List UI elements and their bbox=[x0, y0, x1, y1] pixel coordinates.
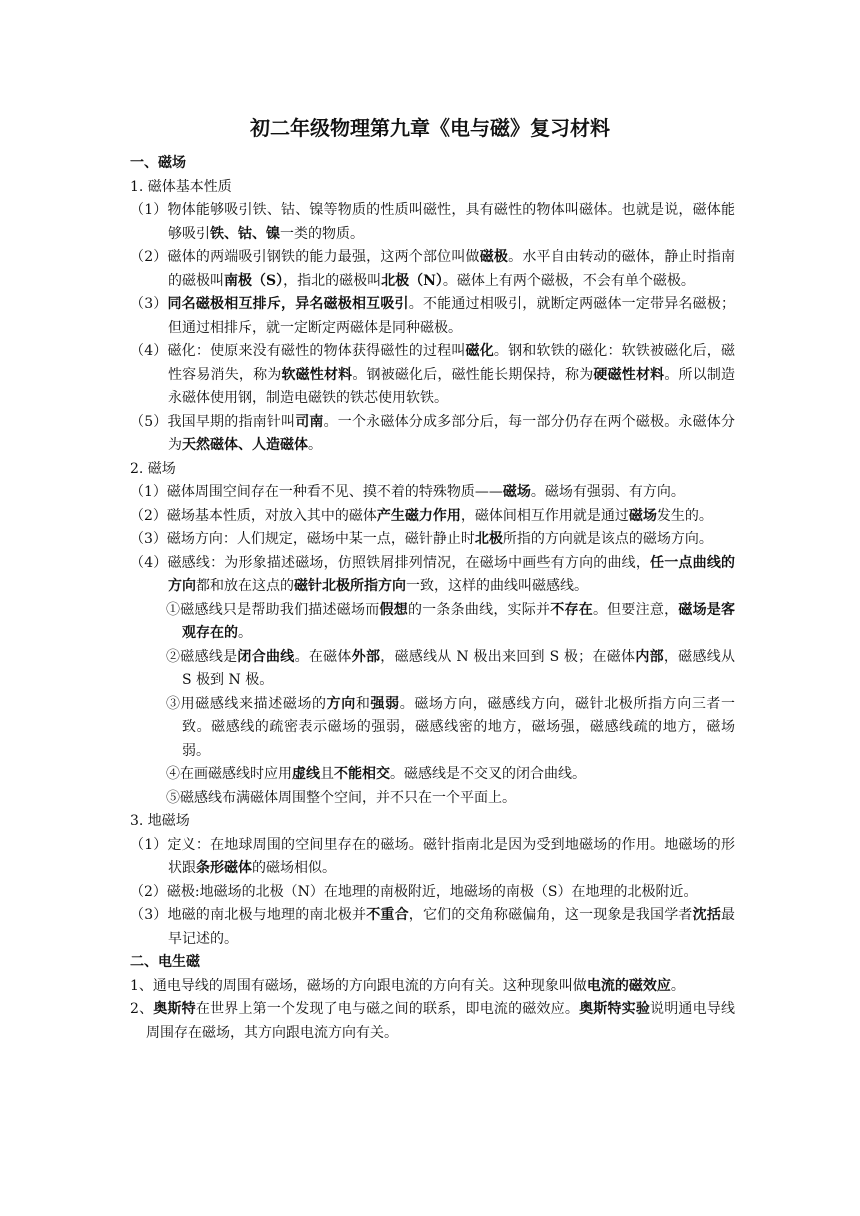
field-line-note-5: ⑤磁感线布满磁体周围整个空间，并不只在一个平面上。 bbox=[166, 789, 516, 806]
paragraph-1-1: （1）物体能够吸引铁、钴、镍等物质的性质叫磁性，具有磁性的物体叫磁体。也就是说，磁体能够吸引铁、钴、镍一类的物质。 bbox=[130, 202, 735, 242]
field-line-note-2: ②磁感线是闭合曲线。在磁体外部，磁感线从 N 极出来回到 S 极；在磁体内部，磁感线从 S 极到 N 极。 bbox=[166, 648, 736, 688]
paragraph-e-2: 2、奥斯特在世界上第一个发现了电与磁之间的联系，即电流的磁效应。奥斯特实验说明通电导线周围存在磁场，其方向跟电流方向有关。 bbox=[130, 1001, 736, 1041]
paragraph-1-4: （4）磁化：使原来没有磁性的物体获得磁性的过程叫磁化。钢和软铁的磁化：软铁被磁化后，磁性容易消失，称为软磁性材料。钢被磁化后，磁性能长期保持，称为硬磁性材料。所以制造永磁体使用钢，制造电磁铁的铁芯使用软铁。 bbox=[130, 343, 736, 406]
paragraph-e-1: 1、通电导线的周围有磁场，磁场的方向跟电流的方向有关。这种现象叫做电流的磁效应。 bbox=[130, 977, 685, 994]
subsection-heading-geomagnetic: 3. 地磁场 bbox=[130, 813, 190, 829]
section-heading-magnetic-field: 一、磁场 bbox=[130, 155, 186, 171]
paragraph-2-1: （1）磁体周围空间存在一种看不见、摸不着的特殊物质——磁场。磁场有强弱、有方向。 bbox=[130, 484, 685, 500]
paragraph-1-2: （2）磁体的两端吸引钢铁的能力最强，这两个部位叫做磁极。水平自由转动的磁体，静止时指南的磁极叫南极（S），指北的磁极叫北极（N）。磁体上有两个磁极，不会有单个磁极。 bbox=[130, 249, 736, 289]
field-line-note-4: ④在画磁感线时应用虚线且不能相交。磁感线是不交叉的闭合曲线。 bbox=[166, 766, 586, 782]
paragraph-1-5: （5）我国早期的指南针叫司南。一个永磁体分成多部分后，每一部分仍存在两个磁极。永磁体分为天然磁体、人造磁体。 bbox=[130, 413, 735, 453]
paragraph-2-2: （2）磁场基本性质，对放入其中的磁体产生磁力作用，磁体间相互作用就是通过磁场发生的。 bbox=[130, 507, 713, 524]
paragraph-2-3: （3）磁场方向：人们规定，磁场中某一点，磁针静止时北极所指的方向就是该点的磁场方向。 bbox=[130, 531, 713, 547]
field-line-note-1: ①磁感线只是帮助我们描述磁场而假想的一条条曲线，实际并不存在。但要注意，磁场是客观存在的。 bbox=[166, 601, 736, 641]
paragraph-1-3: （3）同名磁极相互排斥，异名磁极相互吸引。不能通过相吸引，就断定两磁体一定带异名磁极；但通过相排斥，就一定断定两磁体是同种磁极。 bbox=[130, 296, 735, 336]
paragraph-2-4: （4）磁感线：为形象描述磁场，仿照铁屑排列情况，在磁场中画些有方向的曲线，任一点曲线的方向都和放在这点的磁针北极所指方向一致，这样的曲线叫磁感线。 bbox=[130, 554, 736, 594]
subsection-heading-magnet-properties: 1. 磁体基本性质 bbox=[130, 178, 232, 195]
field-line-note-3: ③用磁感线来描述磁场的方向和强弱。磁场方向，磁感线方向，磁针北极所指方向三者一致。磁感线的疏密表示磁场的强弱，磁感线密的地方，磁场强，磁感线疏的地方，磁场弱。 bbox=[166, 695, 736, 759]
paragraph-3-3: （3）地磁的南北极与地理的南北极并不重合，它们的交角称磁偏角，这一现象是我国学者沈括最早记述的。 bbox=[130, 907, 736, 947]
document-title: 初二年级物理第九章《电与磁》复习材料 bbox=[250, 116, 610, 140]
paragraph-3-2: （2）磁极:地磁场的北极（N）在地理的南极附近，地磁场的南极（S）在地理的北极附近。 bbox=[130, 883, 698, 900]
subsection-heading-field: 2. 磁场 bbox=[130, 460, 176, 477]
paragraph-3-1: （1）定义：在地球周围的空间里存在的磁场。磁针指南北是因为受到地磁场的作用。地磁场的形状跟条形磁体的磁场相似。 bbox=[130, 836, 735, 876]
section-heading-electromagnetism: 二、电生磁 bbox=[130, 954, 200, 970]
document-body bbox=[130, 152, 735, 1045]
